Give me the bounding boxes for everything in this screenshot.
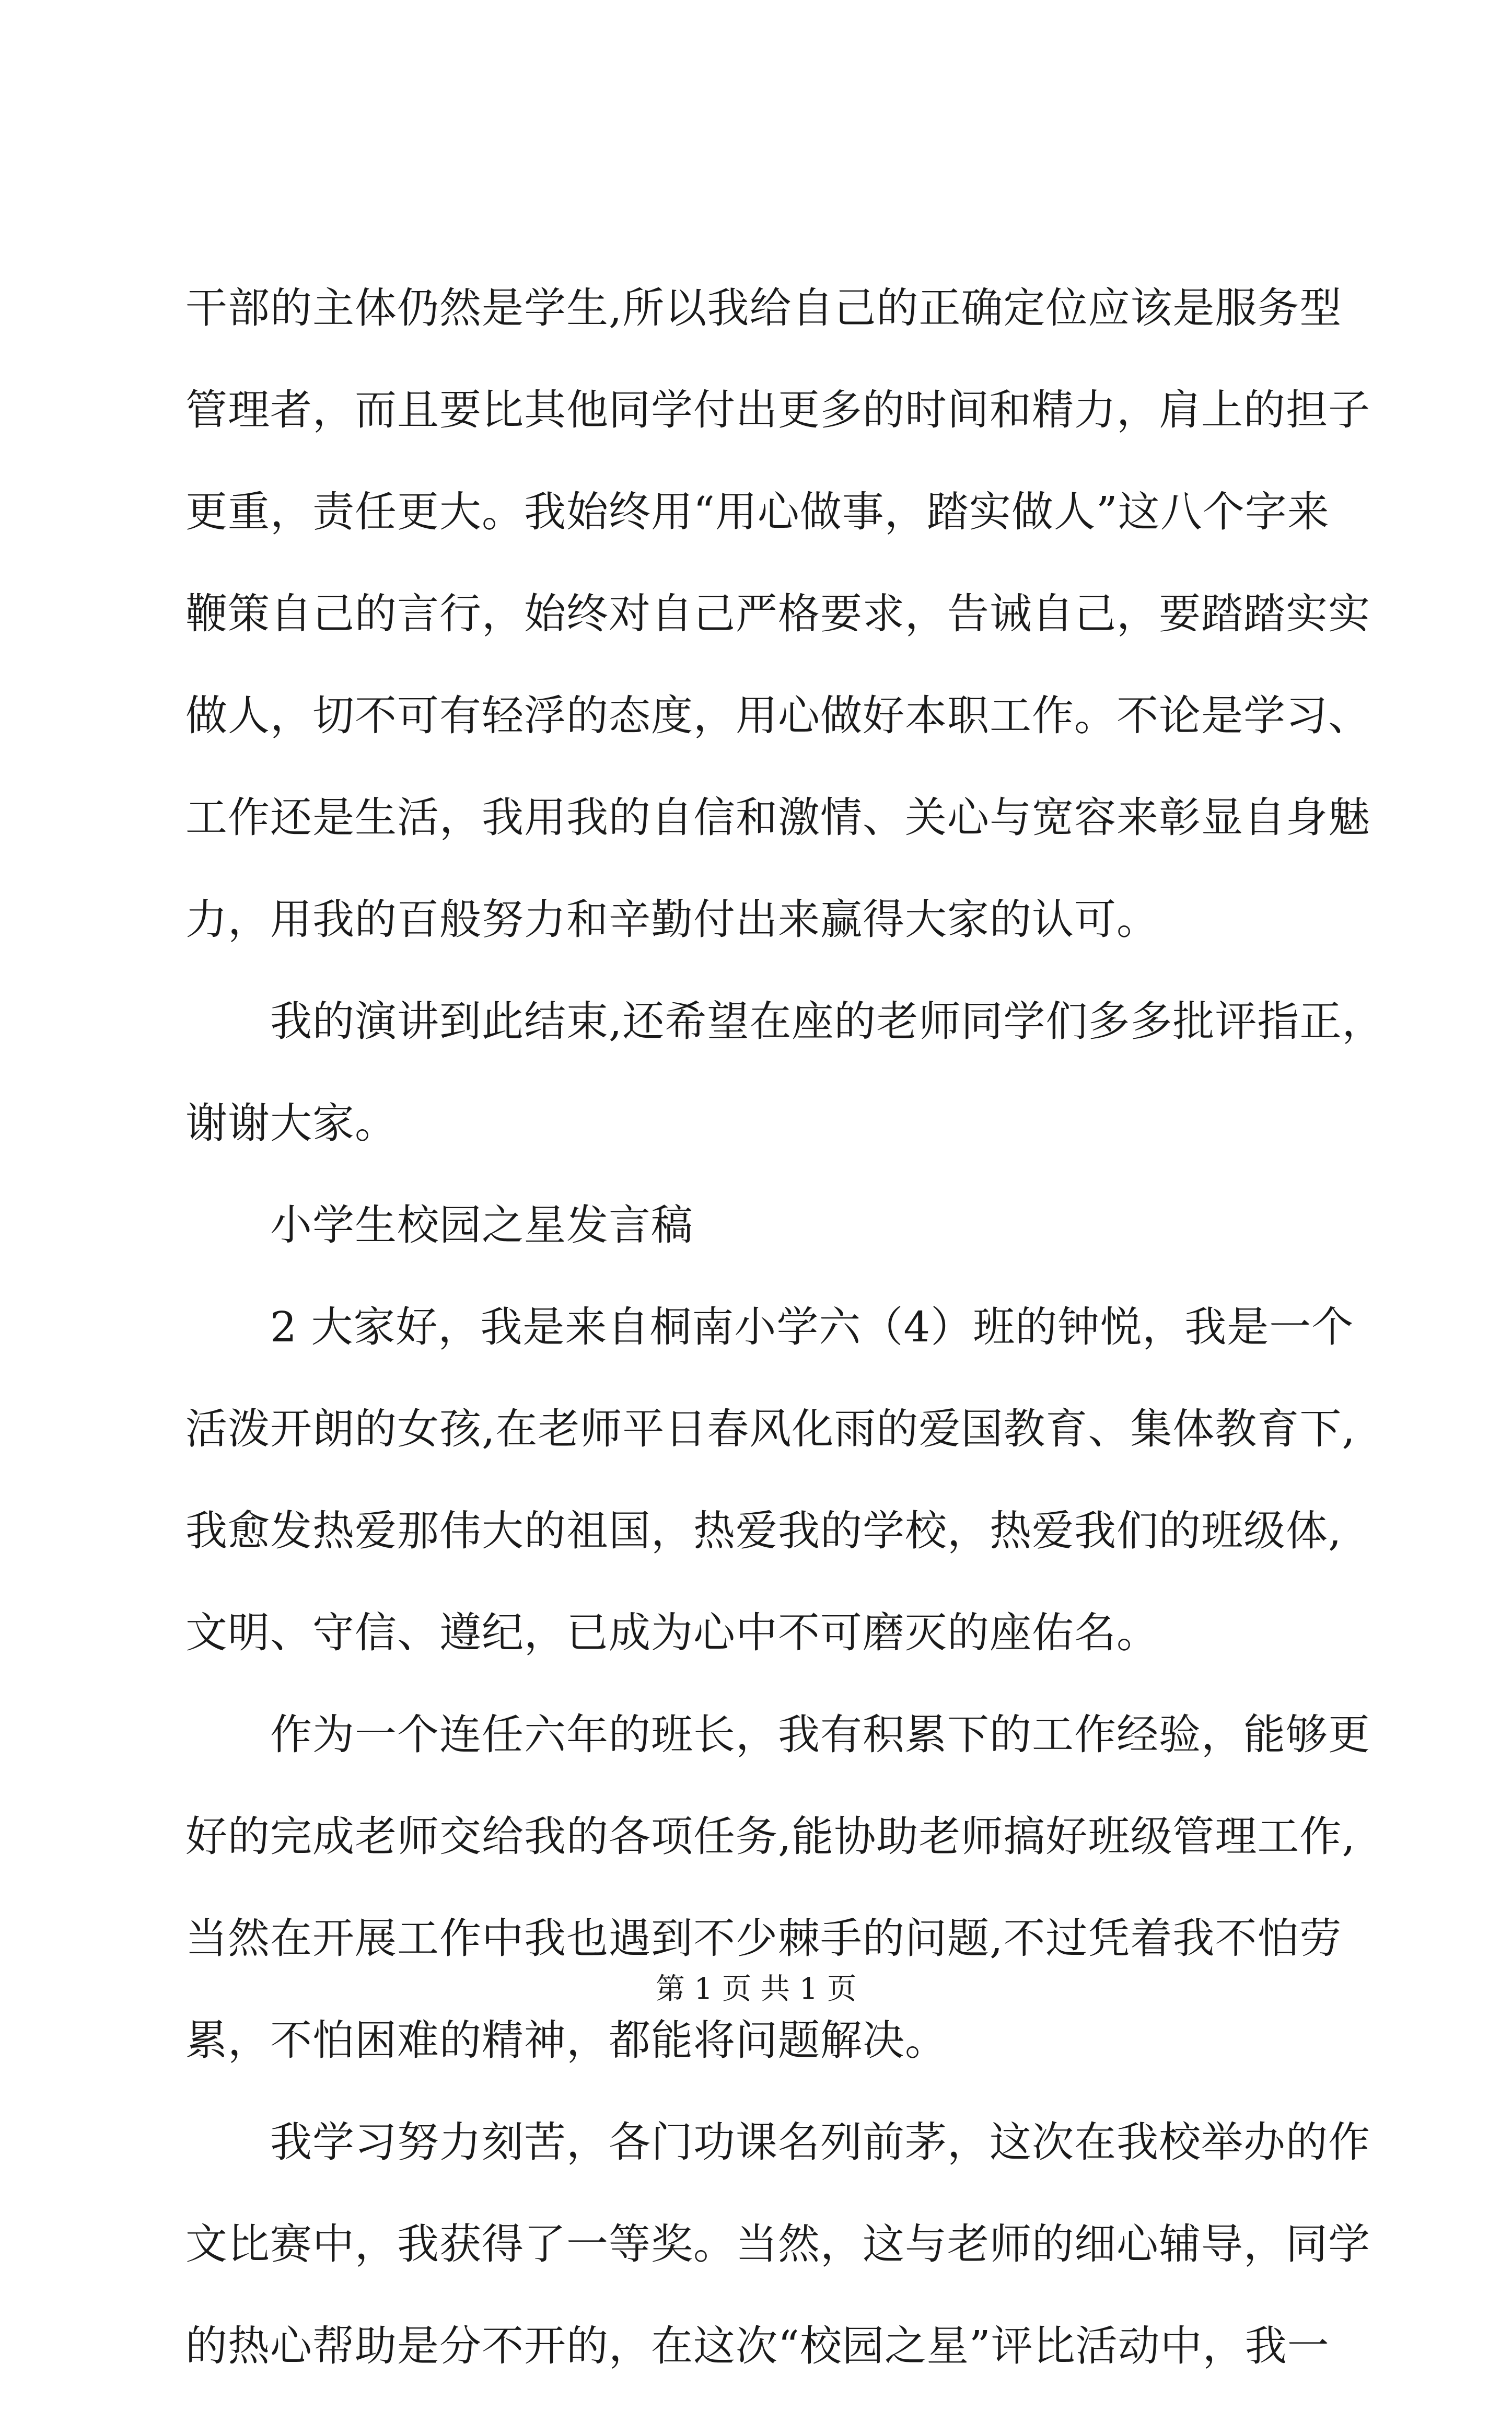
text-line-19: 我学习努力刻苦，各门功课名列前茅，这次在我校举办的作 <box>270 2118 1370 2166</box>
text-line-18: 累，不怕困难的精神，都能将问题解决。 <box>185 2016 947 2065</box>
text-line-21: 的热心帮助是分不开的，在这次“校园之星”评比活动中，我一 <box>185 2322 1330 2370</box>
text-line-1: 干部的主体仍然是学生,所以我给自己的正确定位应该是服务型 <box>185 284 1342 332</box>
document-body <box>185 282 1385 2422</box>
text-line-4: 鞭策自己的言行，始终对自己严格要求，告诫自己，要踏踏实实 <box>185 589 1370 638</box>
text-line-14: 文明、守信、遵纪，已成为心中不可磨灭的座佑名。 <box>185 1608 1159 1657</box>
text-line-20: 文比赛中，我获得了一等奖。当然，这与老师的细心辅导，同学 <box>185 2220 1370 2268</box>
text-line-9: 谢谢大家。 <box>185 1099 397 1148</box>
text-line-6: 工作还是生活，我用我的自信和激情、关心与宽容来彰显自身魅 <box>185 793 1370 842</box>
section-title: 小学生校园之星发言稿 <box>270 1201 693 1249</box>
text-line-8: 我的演讲到此结束,还希望在座的老师同学们多多批评指正， <box>270 997 1385 1046</box>
text-line-11: 2 大家好，我是来自桐南小学六（4）班的钟悦，我是一个 <box>270 1303 1354 1351</box>
text-line-2: 管理者，而且要比其他同学付出更多的时间和精力，肩上的担子 <box>185 386 1370 434</box>
text-line-16: 好的完成老师交给我的各项任务,能协助老师搞好班级管理工作, <box>185 1812 1356 1861</box>
text-line-12: 活泼开朗的女孩,在老师平日春风化雨的爱国教育、集体教育下, <box>185 1405 1356 1453</box>
text-line-15: 作为一个连任六年的班长，我有积累下的工作经验，能够更 <box>270 1710 1370 1759</box>
page-footer: 第 1 页 共 1 页 <box>655 1972 857 2006</box>
text-line-17: 当然在开展工作中我也遇到不少棘手的问题,不过凭着我不怕劳 <box>185 1914 1342 1963</box>
text-line-5: 做人，切不可有轻浮的态度，用心做好本职工作。不论是学习、 <box>185 691 1370 740</box>
text-line-7: 力，用我的百般努力和辛勤付出来赢得大家的认可。 <box>185 895 1159 944</box>
text-line-13: 我愈发热爱那伟大的祖国，热爱我的学校，热爱我们的班级体, <box>185 1506 1342 1555</box>
text-line-3: 更重，责任更大。我始终用“用心做事，踏实做人”这八个字来 <box>185 488 1330 536</box>
